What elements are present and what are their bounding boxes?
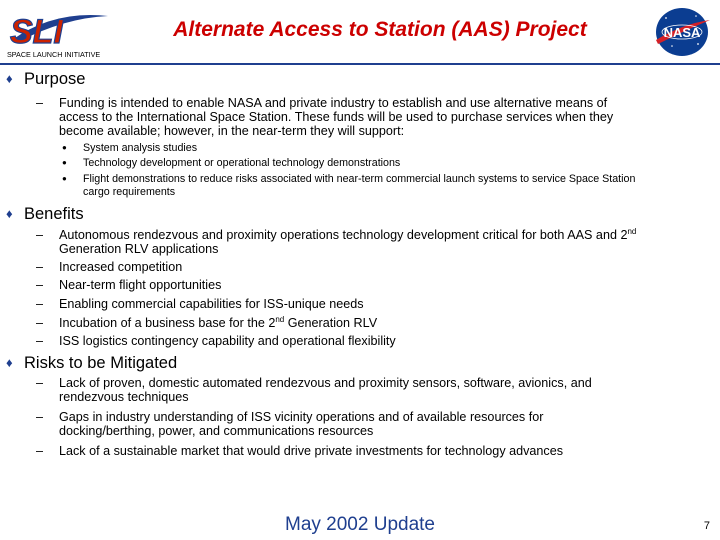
dash-bullet-icon: – [36, 376, 44, 390]
page-title: Alternate Access to Station (AAS) Project [173, 18, 587, 41]
dash-bullet-icon: – [36, 334, 44, 348]
risk-text: rendezvous techniques [59, 390, 189, 404]
dash-bullet-icon: – [36, 444, 44, 458]
dash-bullet-icon: – [36, 410, 44, 424]
sli-logo-text: SLI [10, 13, 63, 51]
risk-text: Lack of proven, domestic automated rendezvous and proximity sensors, software, avionics, and [59, 376, 592, 390]
diamond-bullet-icon: ♦ [6, 206, 13, 221]
dash-bullet-icon: – [36, 297, 44, 311]
section-benefits [6, 205, 84, 223]
section-purpose [6, 70, 85, 88]
footer-update: May 2002 Update [285, 514, 435, 535]
purpose-subitem-text: Flight demonstrations to reduce risks associated with near-term commercial launch systems to service Space Station [83, 173, 636, 185]
nasa-logo [652, 6, 712, 58]
sli-logo [4, 6, 112, 60]
risk-text: Gaps in industry understanding of ISS vicinity operations and of available resources for [59, 410, 544, 424]
page-number: 7 [703, 520, 710, 532]
benefit-text: Autonomous rendezvous and proximity operations technology development critical for both AAS and 2 [59, 228, 628, 242]
dot-bullet-icon: ● [62, 158, 67, 167]
risk-text: Lack of a sustainable market that would drive private investments for technology advances [59, 444, 564, 458]
dot-bullet-icon: ● [62, 174, 67, 183]
section-risks [6, 354, 177, 372]
purpose-subitem-text: Technology development or operational technology demonstrations [83, 157, 401, 169]
dash-bullet-icon: – [36, 228, 44, 242]
dash-bullet-icon: – [36, 260, 44, 274]
benefit-text: Generation RLV [284, 316, 378, 330]
purpose-item-line: become available; however, in the near-term they will support: [59, 124, 405, 138]
benefits-heading: Benefits [24, 205, 84, 223]
risks-heading: Risks to be Mitigated [24, 354, 178, 372]
sli-logo-subtext: SPACE LAUNCH INITIATIVE [7, 50, 101, 59]
dash-bullet-icon: – [36, 278, 44, 292]
purpose-subitem-text: cargo requirements [83, 186, 176, 198]
benefit-text: Enabling commercial capabilities for ISS-unique needs [59, 297, 364, 311]
dash-bullet-icon: – [36, 96, 44, 110]
risk-text: docking/berthing, power, and communications resources [59, 424, 374, 438]
header-divider [0, 63, 720, 65]
purpose-heading: Purpose [24, 70, 86, 88]
diamond-bullet-icon: ♦ [6, 355, 13, 370]
benefit-text: Generation RLV applications [59, 242, 219, 256]
diamond-bullet-icon: ♦ [6, 71, 13, 86]
benefit-text: Near-term flight opportunities [59, 278, 222, 292]
nasa-logo-text: NASA [663, 25, 701, 40]
benefit-text: ISS logistics contingency capability and operational flexibility [59, 334, 396, 348]
benefit-text: Incubation of a business base for the 2 [59, 316, 276, 330]
benefit-superscript: nd [627, 227, 637, 236]
purpose-subitem-text: System analysis studies [83, 142, 198, 154]
benefit-superscript: nd [275, 315, 285, 324]
purpose-item-line: Funding is intended to enable NASA and private industry to establish and use alternative means of [59, 96, 608, 110]
purpose-item-line: access to the International Space Station. These funds will be used to purchase services when they [59, 110, 614, 124]
benefit-text: Increased competition [59, 260, 183, 274]
dot-bullet-icon: ● [62, 143, 67, 152]
dash-bullet-icon: – [36, 316, 44, 330]
